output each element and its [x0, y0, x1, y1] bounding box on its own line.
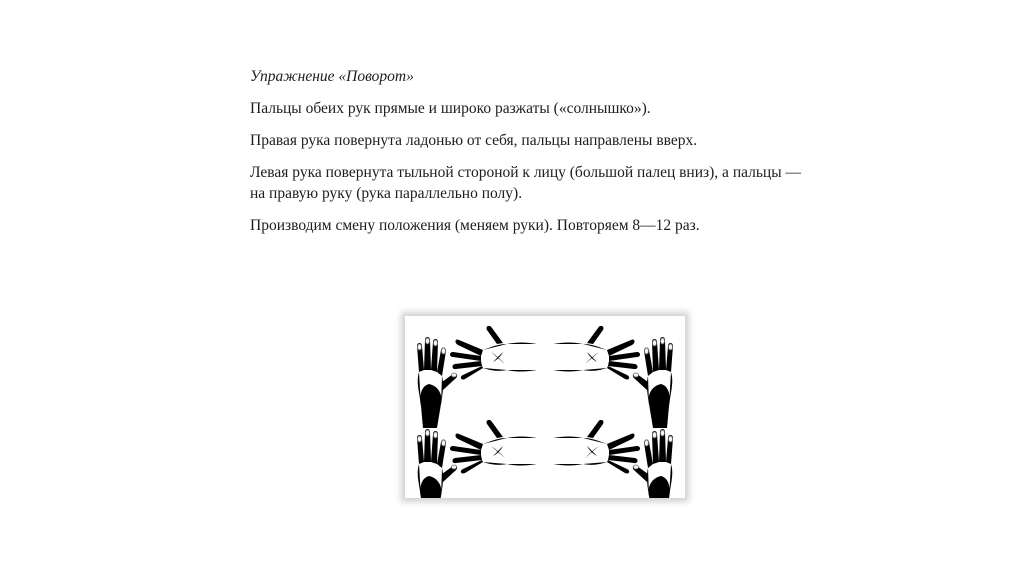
hand-horizontal-top-left	[450, 326, 537, 380]
instruction-paragraph-3: Левая рука повернута тыльной стороной к лицу (большой палец вниз), а пальцы — на правую руку (рука параллельно полу).	[250, 164, 802, 202]
hand-upright-top-right	[633, 337, 673, 428]
instruction-paragraph-1: Пальцы обеих рук прямые и широко разжаты («солнышко»).	[250, 100, 651, 117]
instruction-paragraph-4: Производим смену положения (меняем руки). Повторяем 8—12 раз.	[250, 217, 700, 234]
hand-horizontal-top-right	[553, 326, 640, 380]
hand-upright-bottom-left	[417, 429, 457, 498]
instruction-paragraph-2: Правая рука повернута ладонью от себя, пальцы направлены вверх.	[250, 132, 698, 149]
exercise-text	[250, 66, 810, 247]
exercise-title: Упражнение «Поворот»	[250, 68, 414, 85]
hand-upright-bottom-right	[633, 429, 673, 498]
hands-illustration	[404, 315, 686, 499]
hand-horizontal-bottom-right	[553, 420, 640, 474]
hand-horizontal-bottom-left	[450, 420, 537, 474]
hand-upright-top-left	[417, 337, 457, 428]
